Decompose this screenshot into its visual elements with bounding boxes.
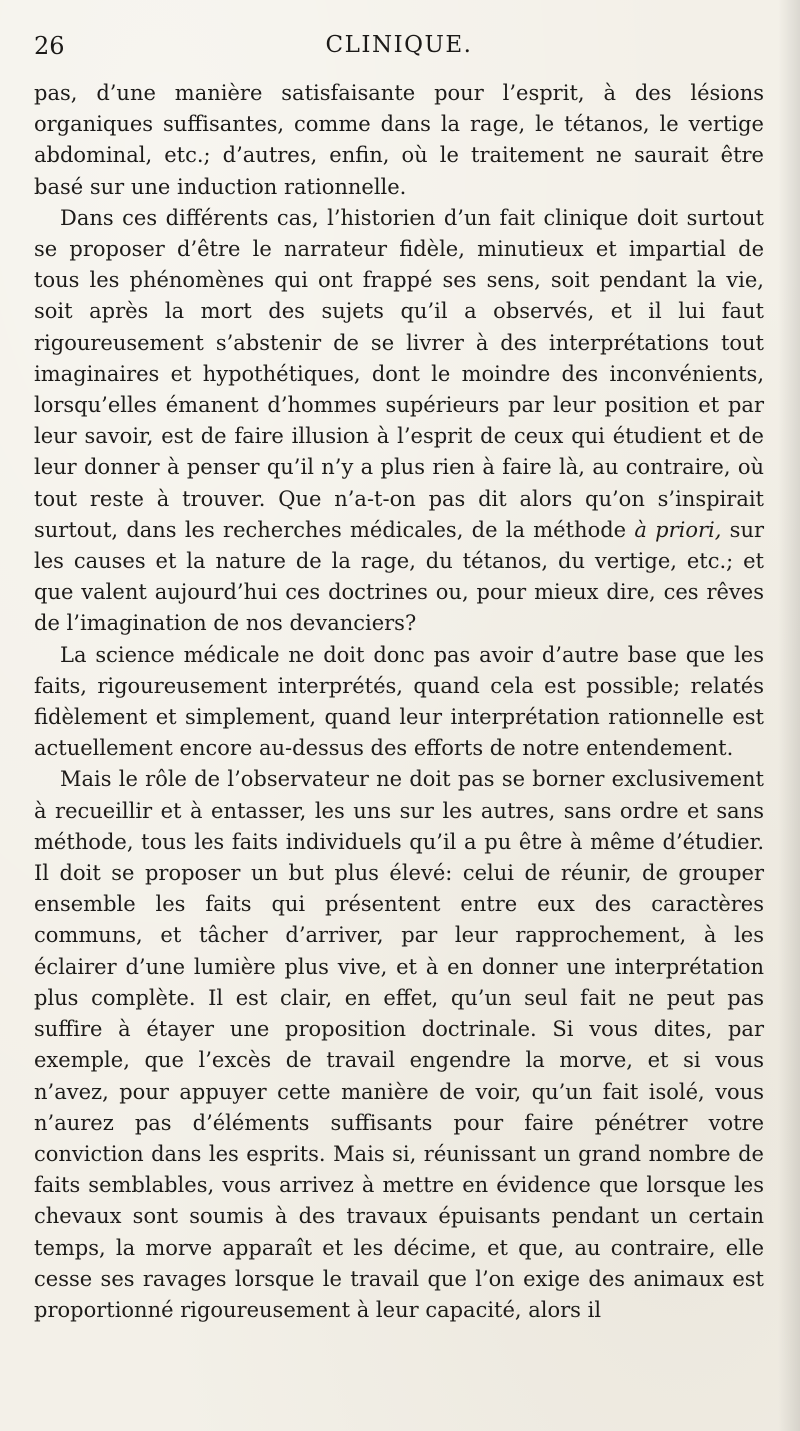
paragraph-1: pas, d’une manière satisfaisante pour l’esprit, à des lésions organiques suffisantes, comme dans la rage, le tétanos, le vertige abdominal, etc.; d’autres, enfin, où le traitement ne saurait être basé sur une induction rationnelle.	[34, 81, 764, 199]
paragraph-4: Mais le rôle de l’observateur ne doit pas se borner exclusivement à recueillir et à entasser, les uns sur les autres, sans ordre et sans méthode, tous les faits individuels qu’il a pu être à même d’étudier. Il doit se proposer un but plus élevé: celui de réunir, de grouper ensemble les faits qui présentent entre eux des caractères communs, et tâcher d’arriver, par leur rapprochement, à les éclairer d’une lumière plus vive, et à en donner une interprétation plus complète. Il est clair, en effet, qu’un seul fait ne peut pas suffire à étayer une proposition doctrinale. Si vous dites, par exemple, que l’excès de travail engendre la morve, et si vous n’avez, pour appuyer cette manière de voir, qu’un fait isolé, vous n’aurez pas d’éléments suffisants pour faire pénétrer votre conviction dans les esprits. Mais si, réunissant un grand nombre de faits semblables, vous arrivez à mettre en évidence que lorsque les chevaux sont soumis à des travaux épuisants pendant un certain temps, la morve apparaît et les décime, et que, au contraire, elle cesse ses ravages lorsque le travail que l’on exige des animaux est proportionné rigoureusement à leur capacité, alors il	[34, 767, 764, 1322]
body-text	[34, 78, 764, 1326]
running-head: CLINIQUE.	[325, 32, 473, 58]
paragraph-2-text-after: sur les causes et la nature de la rage, du tétanos, du vertige, etc.; et que valent aujourd’hui ces doctrines ou, pour mieux dire, ces rêves de l’imagination de nos devanciers?	[34, 517, 765, 636]
paragraph-3: La science médicale ne doit donc pas avoir d’autre base que les faits, rigoureusement interprétés, quand cela est possible; relatés fidèlement et simplement, quand leur interprétation rationnelle est actuellement encore au-dessus des efforts de notre entendement.	[34, 642, 764, 761]
page-number: 26	[34, 32, 65, 60]
paragraph-2-italic-phrase: à priori,	[634, 517, 722, 542]
page-header	[34, 30, 764, 66]
paragraph-2	[34, 203, 764, 640]
paragraph-2-text-before: Dans ces différents cas, l’historien d’un fait clinique doit surtout se proposer d’être le narrateur fidèle, minutieux et impartial de tous les phénomènes qui ont frappé ses sens, soit pendant la vie, soit après la mort des sujets qu’il a observés, et il lui faut rigoureusement s’abstenir de se livrer à des interprétations tout imaginaires et hypothétiques, dont le moindre des inconvénients, lorsqu’elles émanent d’hommes supérieurs par leur position et par leur savoir, est de faire illusion à l’esprit de ceux qui étudient et de leur donner à penser qu’il n’y a plus rien à faire là, au contraire, où tout reste à trouver. Que n’a-t-on pas dit alors qu’on s’inspirait surtout, dans les recherches médicales, de la méthode	[34, 205, 764, 542]
